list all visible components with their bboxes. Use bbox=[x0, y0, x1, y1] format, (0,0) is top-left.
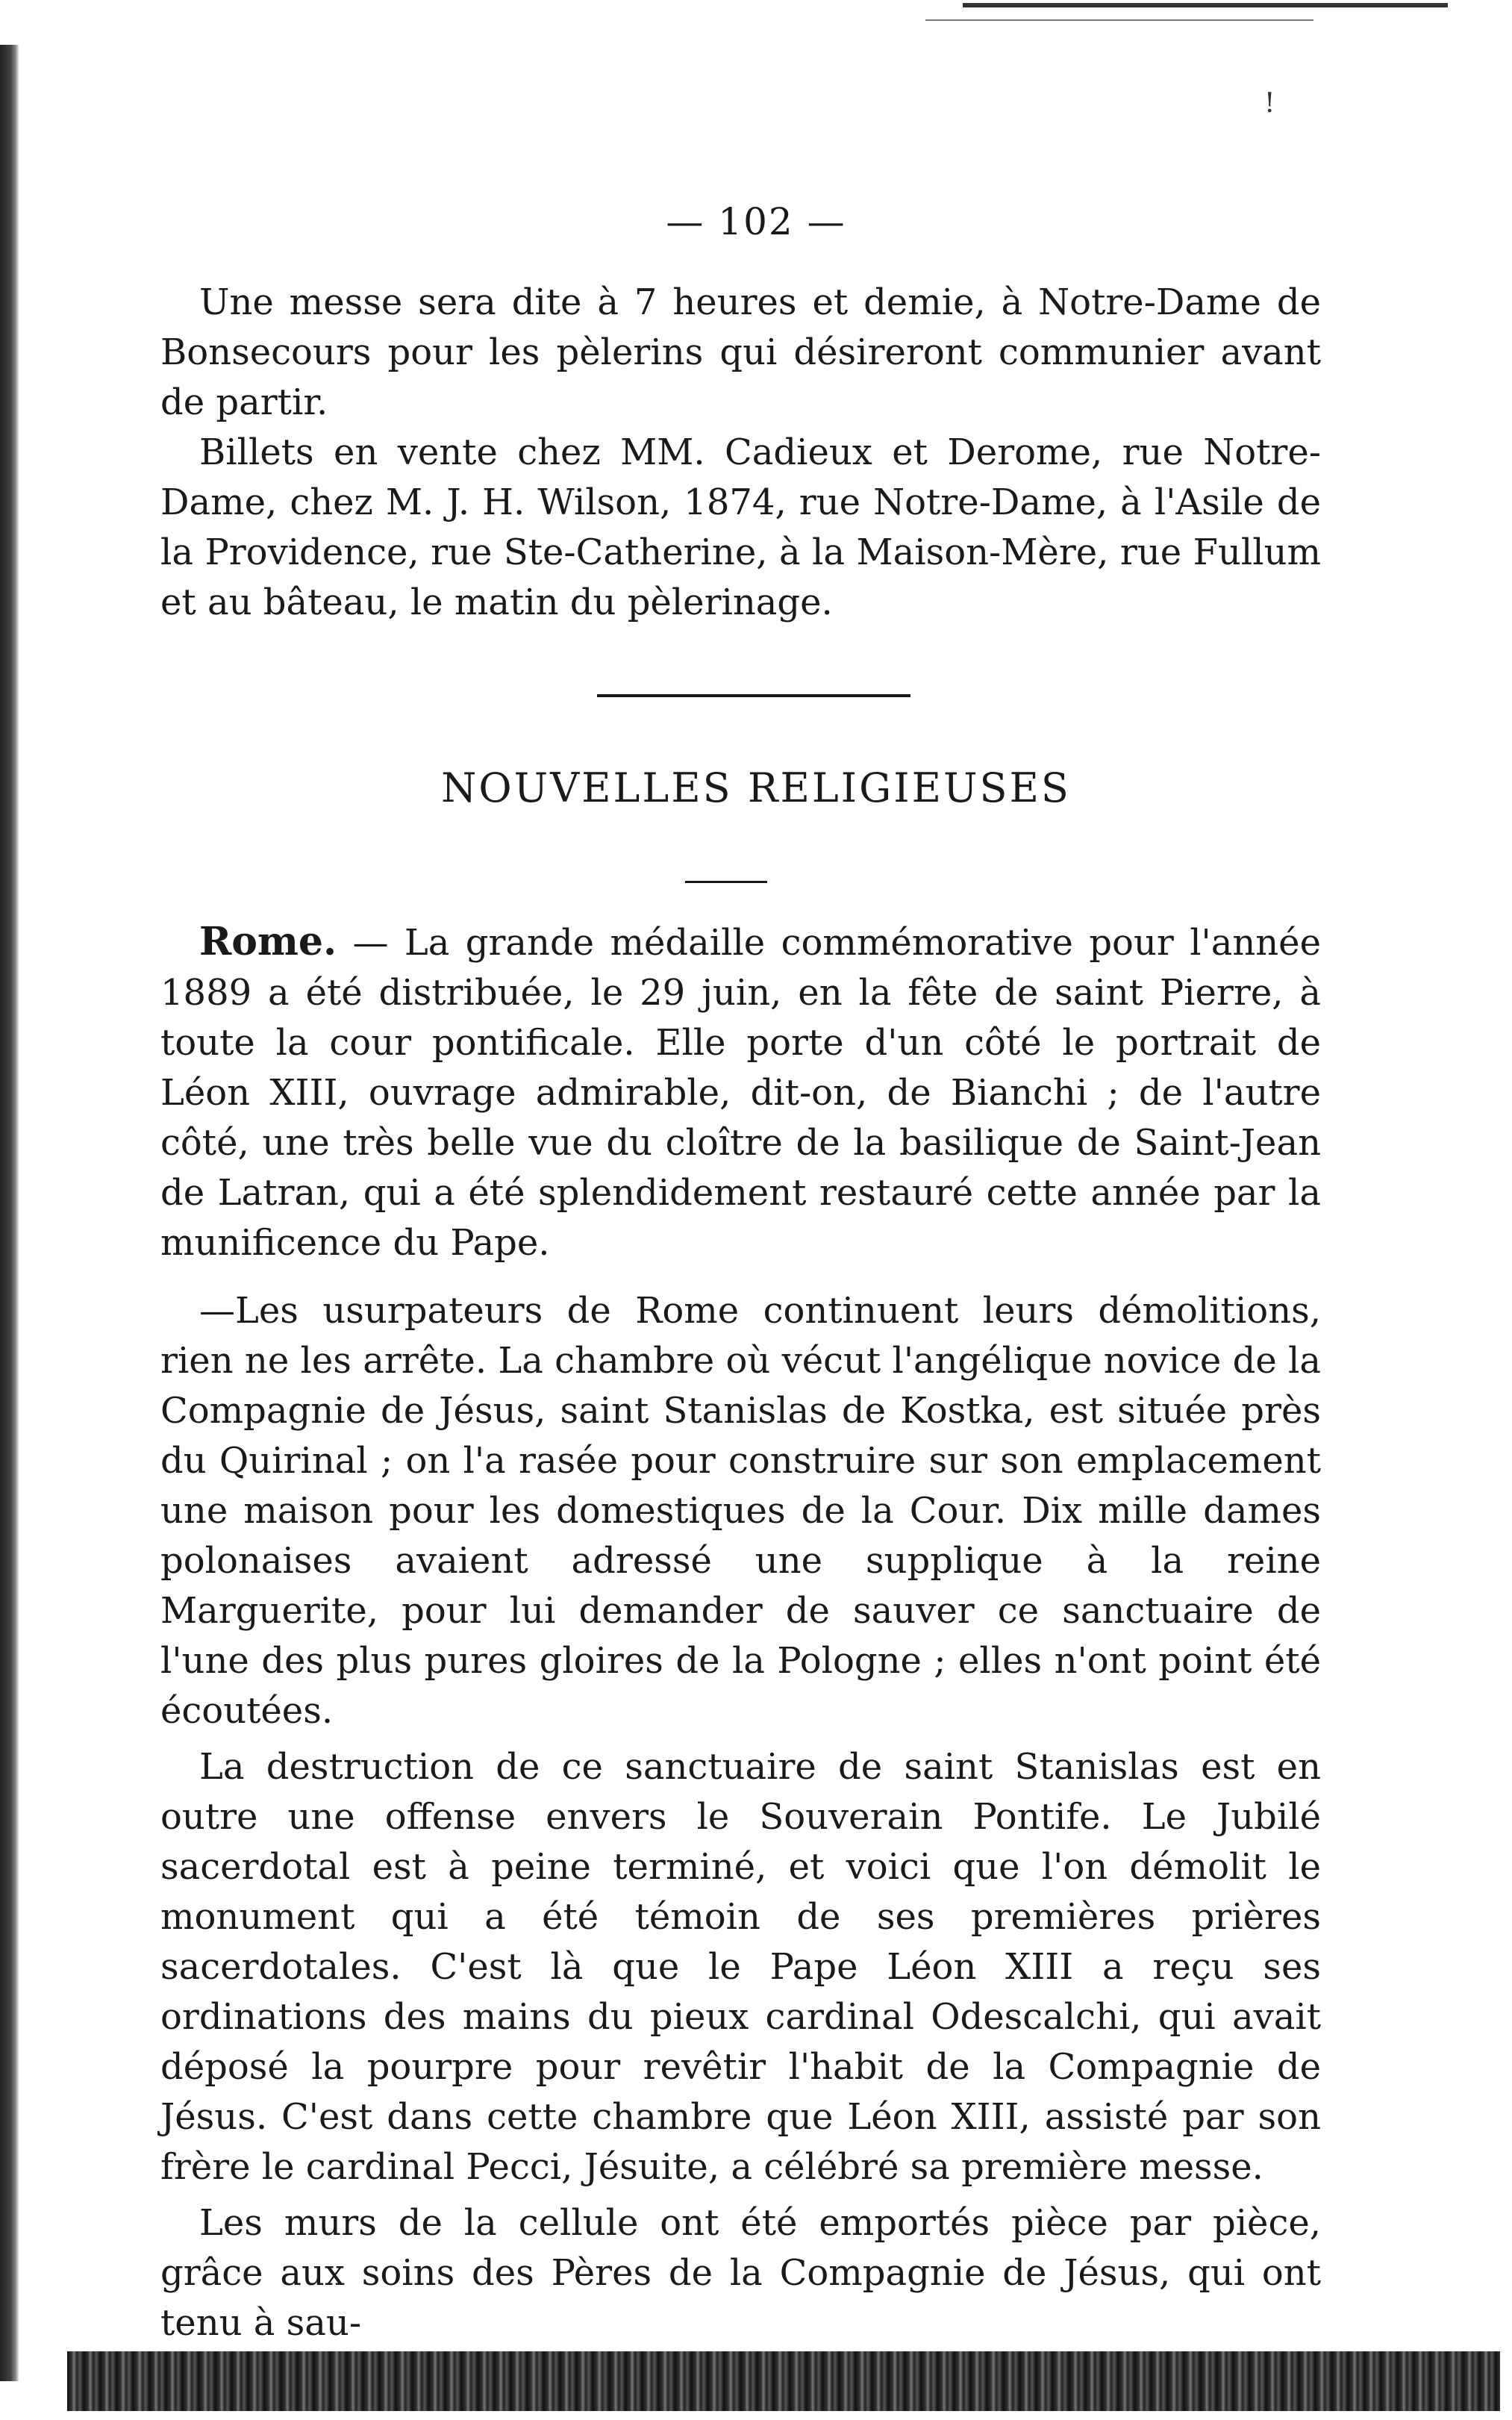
news-paragraph: Les murs de la cellule ont été emportés pièce par pièce, grâce aux soins des Pères de la Compagnie de Jésus, qui ont tenu à sau- bbox=[160, 2202, 1321, 2344]
news-paragraph-rome bbox=[160, 917, 1321, 1268]
scan-top-line bbox=[963, 3, 1448, 7]
scan-top-line-thin bbox=[925, 19, 1313, 21]
section-divider bbox=[597, 694, 910, 697]
scan-left-edge bbox=[0, 45, 19, 2381]
intro-text bbox=[160, 278, 1321, 628]
intro-paragraph: Une messe sera dite à 7 heures et demie, à Notre-Dame de Bonsecours pour les pèlerins qui désireront communier avant de partir. bbox=[160, 281, 1321, 423]
news-text bbox=[160, 917, 1321, 2357]
section-title: NOUVELLES RELIGIEUSES bbox=[441, 764, 1071, 811]
scan-bottom-band bbox=[67, 2351, 1500, 2411]
news-paragraph: La destruction de ce sanctuaire de saint Stanislas est en outre une offense envers le Souverain Pontife. Le Jubilé sacerdotal est à peine terminé, et voici que l'on démolit le monument qui a été témoin de ses premières prières sacerdotales. C'est là que le Pape Léon XIII a reçu ses ordinations des mains du pieux cardinal Odescalchi, qui avait déposé la pourpre pour revêtir l'habit de la Compagnie de Jésus. C'est dans cette chambre que Léon XIII, assisté par son frère le cardinal Pecci, Jésuite, a célébré sa première messe. bbox=[160, 1746, 1321, 2188]
page-number: — 102 — bbox=[666, 200, 846, 243]
intro-paragraph: Billets en vente chez MM. Cadieux et Derome, rue Notre-Dame, chez M. J. H. Wilson, 1874, rue Notre-Dame, à l'Asile de la Providence, rue Ste-Catherine, à la Maison-Mère, rue Fullum et au bâteau, le matin du pèlerinage. bbox=[160, 431, 1321, 623]
news-lead-rome: Rome. bbox=[199, 919, 337, 964]
news-rome-text: — La grande médaille commémorative pour l'année 1889 a été distribuée, le 29 juin, en la fête de saint Pierre, à toute la cour pontificale. Elle porte d'un côté le portrait de Léon XIII, ouvrage admirable, dit-on, de Bianchi ; de l'autre côté, une très belle vue du cloître de la basilique de Saint-Jean de Latran, qui a été splendidement restauré cette année par la munificence du Pape. bbox=[160, 922, 1321, 1264]
scan-mark: ! bbox=[1264, 88, 1275, 119]
title-underline bbox=[685, 881, 767, 883]
news-paragraph: —Les usurpateurs de Rome continuent leurs démolitions, rien ne les arrête. La chambre où vécut l'angélique novice de la Compagnie de Jésus, saint Stanislas de Kostka, est située près du Quirinal ; on l'a rasée pour construire sur son emplacement une maison pour les domestiques de la Cour. Dix mille dames polonaises avaient adressé une supplique à la reine Marguerite, pour lui demander de sauver ce sanctuaire de l'une des plus pures gloires de la Pologne ; elles n'ont point été écoutées. bbox=[160, 1290, 1321, 1732]
